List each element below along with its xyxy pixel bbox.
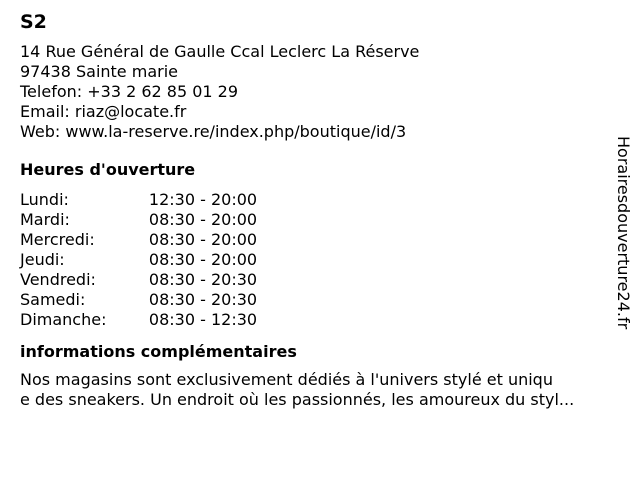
hours-time: 08:30 - 20:00 (148, 250, 258, 269)
hours-row-thursday (20, 250, 610, 270)
hours-time: 08:30 - 20:30 (148, 270, 258, 289)
info-text-line: Nos magasins sont exclusivement dédiés à l'univers stylé et uniqu (20, 370, 553, 389)
hours-day: Lundi: (20, 190, 69, 209)
hours-day: Jeudi: (20, 250, 65, 269)
hours-day: Mercredi: (20, 230, 95, 249)
hours-row-tuesday (20, 210, 610, 230)
site-watermark: Horairesdouverture24.fr (614, 136, 633, 330)
contact-block (20, 42, 610, 142)
hours-row-sunday (20, 310, 610, 330)
web-line: Web: www.la-reserve.re/index.php/boutique/id/3 (20, 122, 407, 141)
store-name: S2 (20, 11, 47, 33)
info-text-line: e des sneakers. Un endroit où les passionnés, les amoureux du styl... (20, 390, 575, 409)
hours-day: Dimanche: (20, 310, 107, 329)
address-line: 14 Rue Général de Gaulle Ccal Leclerc La Réserve (20, 42, 420, 61)
hours-time: 12:30 - 20:00 (148, 190, 258, 209)
info-description (20, 370, 610, 410)
hours-row-friday (20, 270, 610, 290)
hours-day: Mardi: (20, 210, 70, 229)
hours-row-wednesday (20, 230, 610, 250)
hours-row-saturday (20, 290, 610, 310)
hours-time: 08:30 - 20:30 (148, 290, 258, 309)
hours-row-monday (20, 190, 610, 210)
hours-time: 08:30 - 12:30 (148, 310, 258, 329)
hours-time: 08:30 - 20:00 (148, 210, 258, 229)
info-heading: informations complémentaires (20, 342, 297, 361)
store-card (20, 10, 610, 410)
hours-day: Samedi: (20, 290, 86, 309)
city-line: 97438 Sainte marie (20, 62, 178, 81)
hours-time: 08:30 - 20:00 (148, 230, 258, 249)
email-line: Email: riaz@locate.fr (20, 102, 187, 121)
hours-heading: Heures d'ouverture (20, 160, 196, 179)
phone-line: Telefon: +33 2 62 85 01 29 (20, 82, 239, 101)
hours-table (20, 190, 610, 330)
hours-day: Vendredi: (20, 270, 96, 289)
